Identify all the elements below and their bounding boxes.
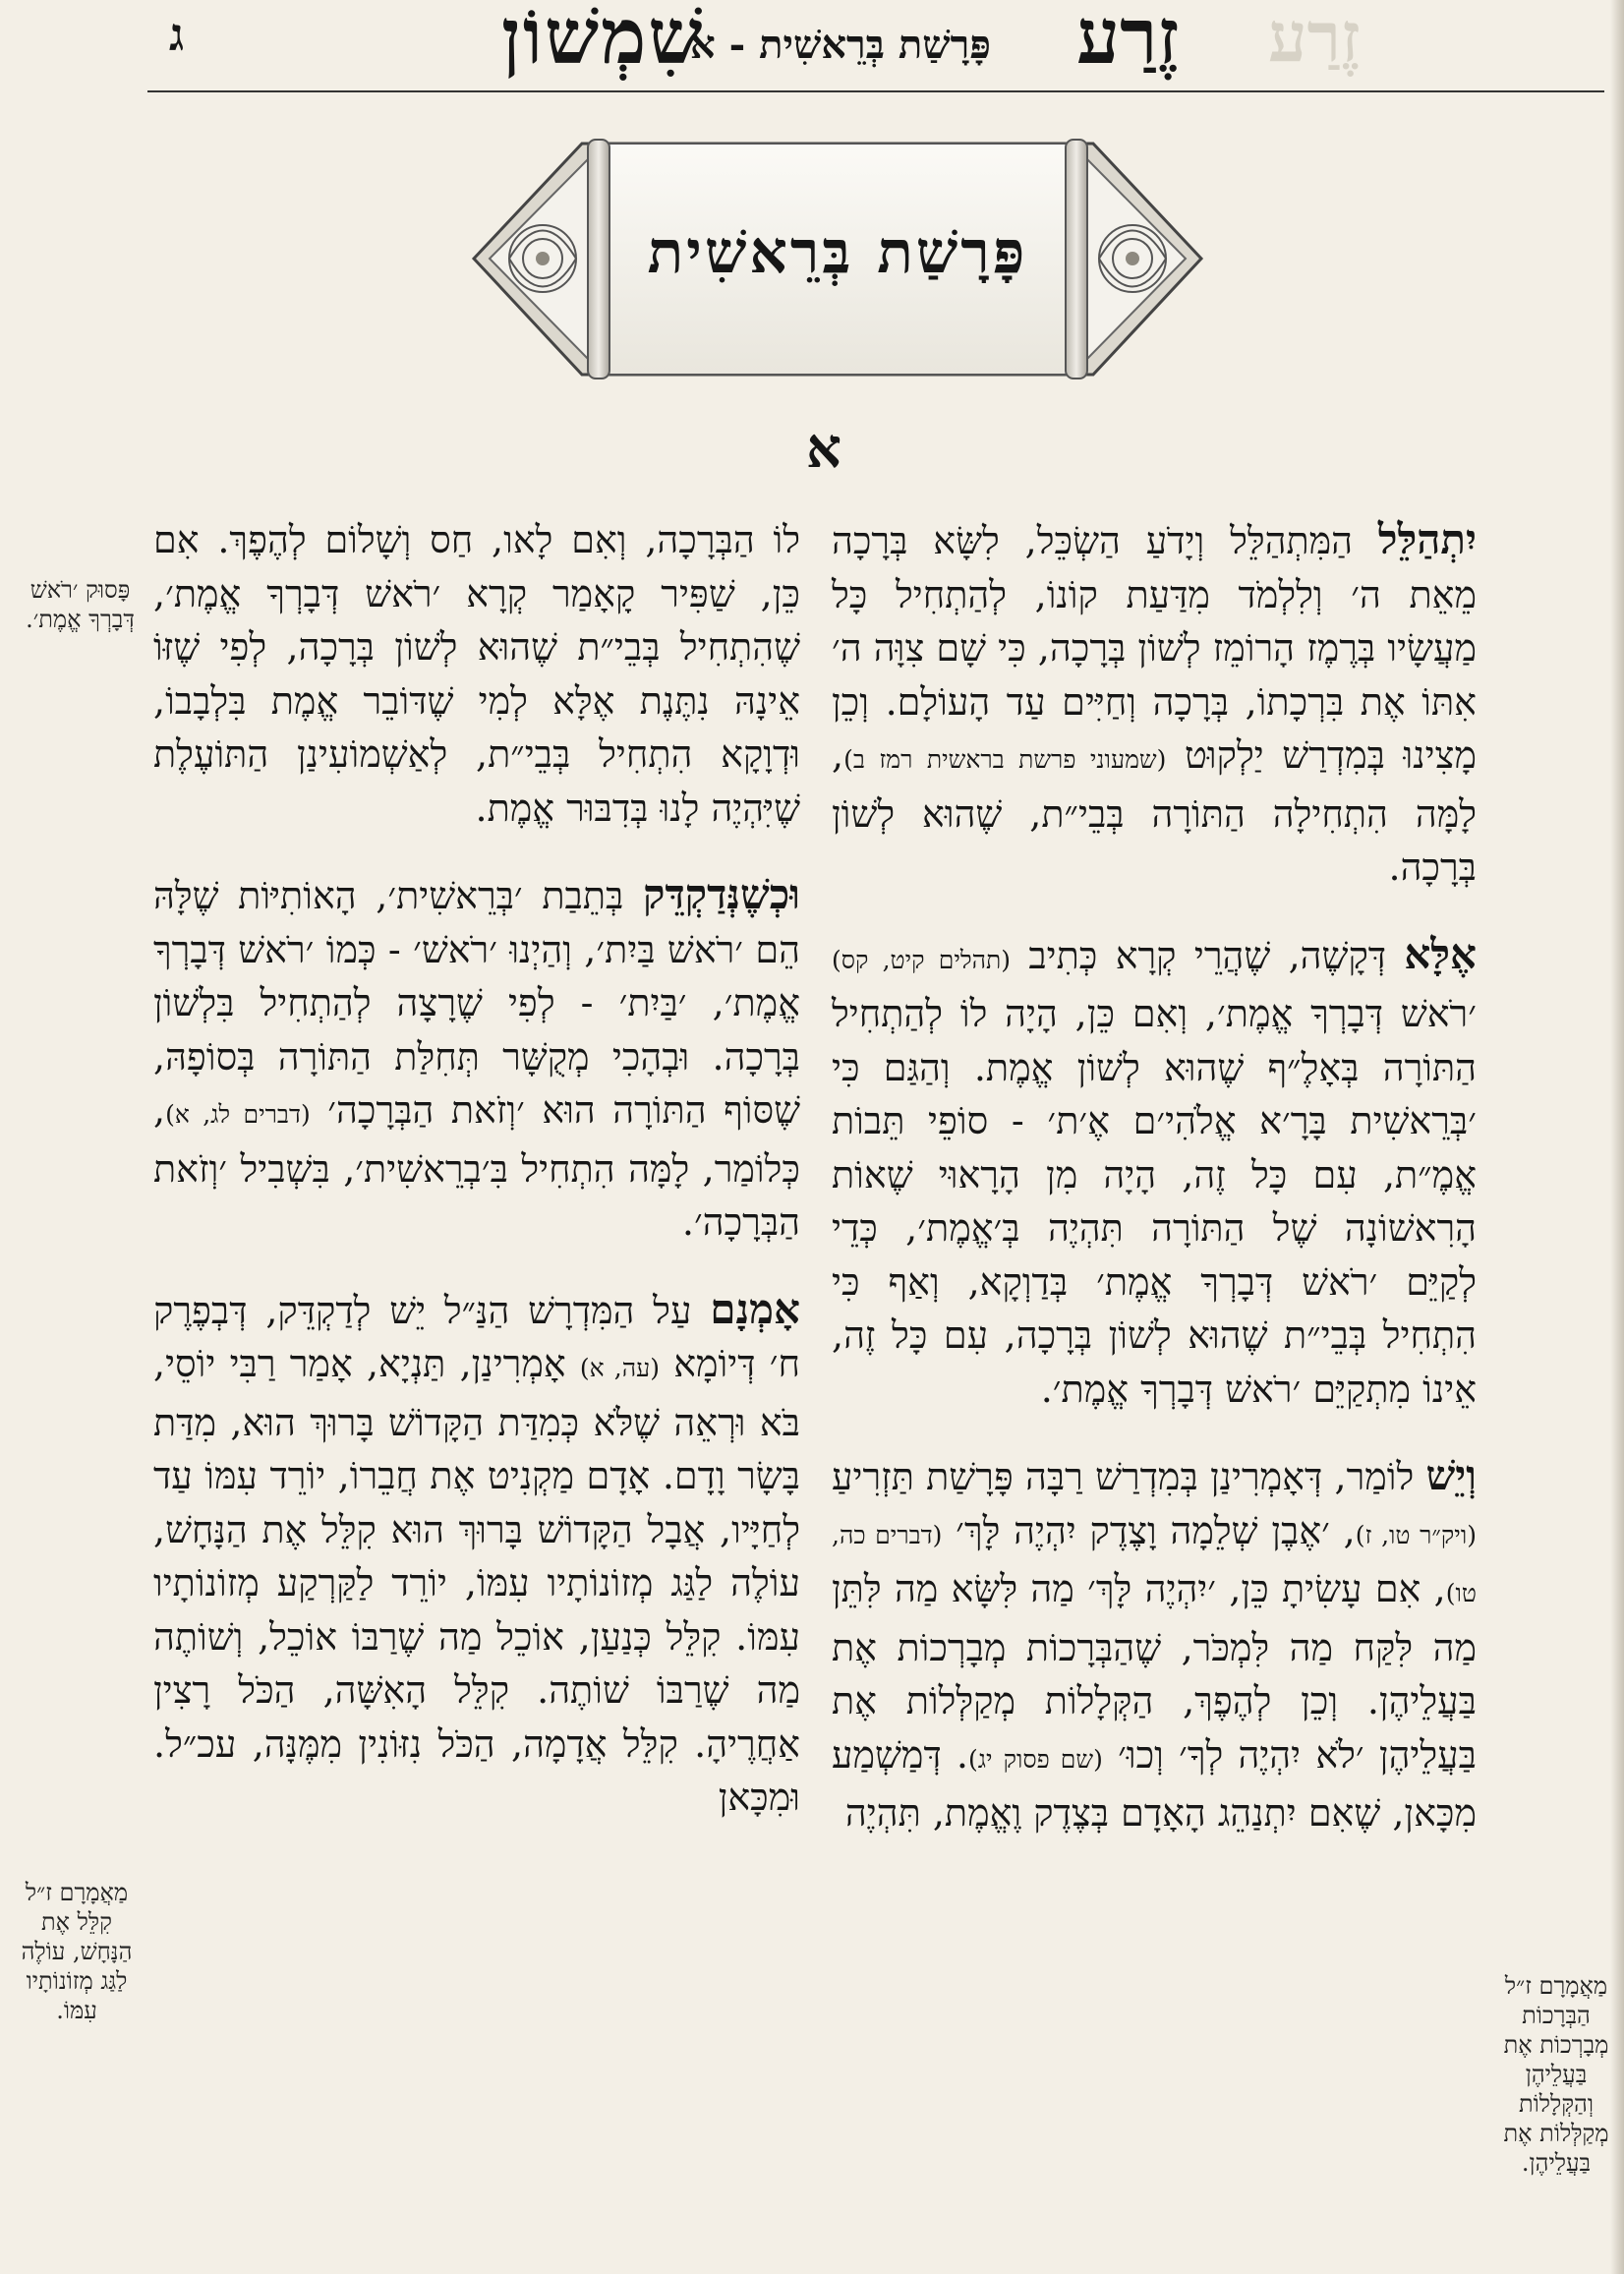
source-citation: (דברים לג, א)	[165, 1100, 311, 1129]
body-text: , ׳אֶבֶן שְׁלֵמָה וָצֶדֶק יִהְיֶה לָּךְ׳	[942, 1508, 1356, 1552]
banner-title: פָּרָשַׁת בְּרֵאשִׁית	[647, 218, 1028, 287]
paragraph	[832, 928, 1477, 1417]
margin-note: מַאֲמָרָם ז״ל קִלֵּל אֶת הַנָּחָשׁ, עוֹלֶה לַגַּג מְזוֹנוֹתָיו עִמּוֹ.	[21, 1879, 133, 2024]
lead-word: אֶלָּא	[1404, 929, 1477, 978]
body-text: , לָמָּה הִתְחִילָה הַתּוֹרָה בְּבֵי״ת, שֶׁהוּא לְשׁוֹן בְּרָכָה.	[832, 733, 1477, 889]
body-text: דְּקָשֶׁה, שֶׁהֲרֵי קְרָא כְּתִיב	[1011, 933, 1405, 977]
body-text: . דְּמַשְׁמַע מִכָּאן, שֶׁאִם יִתְנַהֵג הָאָדָם בְּצֶדֶק וֶאֱמֶת, תִּהְיֶה	[832, 1732, 1477, 1835]
body-text: לוֹמַר, דְּאָמְרִינַן בְּמִדְרַשׁ רַבָּה פָּרָשַׁת תַּזְרִיעַ	[832, 1455, 1426, 1498]
header-bleed-through: זֶרַע	[1268, 0, 1361, 78]
body-text: , כְּלוֹמַר, לָמָּה הִתְחִיל בִּ׳בְרֵאשִׁית׳, בִּשְׁבִיל ׳וְזֹאת הַבְּרָכָה׳.	[153, 1088, 800, 1244]
right-column	[832, 513, 1477, 1840]
body-text: הַמִּתְהַלֵּל וְיָדֹעַ הַשְׂכֵּל, לִשָּׂא בְּרָכָה מֵאֵת ה׳ וְלִלְמֹד מִדַּעַת קוֹנוֹ, לְהַתְחִיל כָּל מַעֲשָׂיו בְּרֶמֶז הָרוֹמֵז לְשׁוֹן בְּרָכָה, כִּי שָׁם צִוָּה ה׳ אִתּוֹ אֶת בִּרְכָתוֹ, בְּרָכָה וְחַיִּים עַד הָעוֹלָם. וְכֵן מָצִינוּ בְּמִדְרַשׁ יַלְקוּט	[832, 519, 1477, 777]
body-text: עַל הַמִּדְרָשׁ הַנַּ״ל יֵשׁ לְדַקְדֵּק, דְּבְפֶרֶק ח׳ דְּיוֹמָא	[153, 1288, 801, 1385]
lead-word: אָמְנָם	[710, 1284, 800, 1333]
source-citation: (שם פסוק יג)	[968, 1744, 1103, 1774]
header-book-title-right: זֶרַע	[1076, 0, 1180, 82]
lead-word: יִתְהַלֵּל	[1377, 515, 1477, 563]
lead-word: וּכְשֶׁנְּדַקְדֵּק	[642, 870, 800, 918]
source-citation: (ויק״ר טו, ז)	[1355, 1520, 1477, 1549]
margin-note: מַאֲמָרָם ז״ל הַבְּרָכוֹת מְבָרְכוֹת אֶת בַּעֲלֵיהֶן וְהַקְּלָלוֹת מְקַלְּלוֹת אֶת בַּעֲלֵיהֶן.	[1503, 1972, 1609, 2177]
paragraph	[153, 868, 800, 1250]
header-parasha: פָּרָשַׁת בְּרֵאשִׁית - א	[690, 22, 991, 68]
body-text: בְּתֵבַת ׳בְּרֵאשִׁית׳, הָאוֹתִיּוֹת שֶׁלָּהּ הֵם ׳רֹאשׁ בַּיִת׳, וְהַיְנוּ ׳רֹאשׁ׳ - כְּמוֹ ׳רֹאשׁ דְּבָרְךָ אֱמֶת׳, ׳בַּיִת׳ - לְפִי שֶׁרָצָה לְהַתְחִיל בִּלְשׁוֹן בְּרָכָה. וּבְהָכִי מְקֻשָּׁר תְּחִלַּת הַתּוֹרָה בְּסוֹפָהּ, שֶׁסּוֹף הַתּוֹרָה הוּא ׳וְזֹאת הַבְּרָכָה׳	[153, 874, 801, 1132]
header-rule	[147, 90, 1604, 92]
source-citation: (דברים כה, טו)	[832, 1520, 1477, 1607]
section-mark: א	[806, 416, 841, 481]
body-text: אָמְרִינַן, תַּנְיָא, אָמַר רַבִּי יוֹסֵי, בֹּא וּרְאֵה שֶׁלֹּא כְּמִדַּת הַקָּדוֹשׁ בָּרוּךְ הוּא, מִדַּת בָּשָׂר וָדָם. אָדָם מַקְנִיט אֶת חֲבֵרוֹ, יוֹרֵד עִמּוֹ עַד לְחַיָּיו, אֲבָל הַקָּדוֹשׁ בָּרוּךְ הוּא קִלֵּל אֶת הַנָּחָשׁ, עוֹלֶה לַגַּג מְזוֹנוֹתָיו עִמּוֹ, יוֹרֵד לַקַּרְקַע מְזוֹנוֹתָיו עִמּוֹ. קִלֵּל כְּנַעַן, אוֹכֵל מַה שֶׁרַבּוֹ אוֹכֵל, וְשׁוֹתֶה מַה שֶׁרַבּוֹ שׁוֹתֶה. קִלֵּל הָאִשָּׁה, הַכֹּל רָצִין אַחֲרֶיהָ. קִלֵּל אֲדָמָה, הַכֹּל נִזּוֹנִין מִמֶּנָּה, עכ״ל. וּמִכָּאן	[153, 1342, 800, 1819]
header-book-title-left: שִׁמְשׁוֹן	[501, 0, 705, 82]
left-column	[153, 513, 800, 1825]
page-edge-shadow	[1610, 0, 1624, 2274]
source-citation: (עה, א)	[579, 1354, 660, 1382]
title-banner	[464, 124, 1211, 394]
body-text: ׳רֹאשׁ דְּבָרְךָ אֱמֶת׳, וְאִם כֵּן, הָיָה לוֹ לְהַתְחִיל הַתּוֹרָה בְּאָלֶ״ף שֶׁהוּא לְשׁוֹן אֱמֶת. וְהַגַּם כִּי ׳בְּרֵאשִׁית בָּרָ׳א אֱלֹהִי׳ם אֶ׳ת׳ - סוֹפֵי תֵּבוֹת אֱמֶ״ת, עִם כָּל זֶה, הָיָה מִן הָרָאוּי שֶׁאוֹת הָרִאשׁוֹנָה שֶׁל הַתּוֹרָה תִּהְיֶה בְּ׳אֱמֶת׳, כְּדֵי לְקַיֵּם ׳רֹאשׁ דְּבָרְךָ אֱמֶת׳ בְּדַוְקָא, וְאַף כִּי הִתְחִיל בְּבֵי״ת שֶׁהוּא לְשׁוֹן בְּרָכָה, עִם כָּל זֶה, אֵינוֹ מִתְקַיֵּם ׳רֹאשׁ דְּבָרְךָ אֱמֶת׳.	[832, 992, 1477, 1411]
body-text: , אִם עָשִׂיתָ כֵּן, ׳יִהְיֶה לָּךְ׳ מַה לִּשָּׂא מַה לִּתֵּן מַה לִּקַּח מַה לִּמְכֹּר, שֶׁהַבְּרָכוֹת מְבָרְכוֹת אֶת בַּעֲלֵיהֶן. וְכֵן לְהֶפֶךְ, הַקְּלָלוֹת מְקַלְּלוֹת אֶת בַּעֲלֵיהֶן ׳לֹא יִהְיֶה לְךָ׳ וְכוּ׳	[832, 1567, 1477, 1777]
margin-note: פָּסוּק ׳רֹאשׁ דְּבָרְךָ אֱמֶת׳.	[26, 576, 135, 633]
paragraph	[832, 513, 1477, 895]
source-citation: (שמעוני פרשת בראשית רמז ב)	[843, 745, 1167, 774]
lead-word: וְיֵשׁ	[1425, 1451, 1477, 1499]
source-citation: (תהלים קיט, קס)	[832, 945, 1011, 974]
page-number: ג	[169, 8, 185, 61]
paragraph	[153, 513, 800, 835]
paragraph	[832, 1449, 1477, 1840]
body-text: לוֹ הַבְּרָכָה, וְאִם לָאו, חַס וְשָׁלוֹם לְהֶפֶךְ. אִם כֵּן, שַׁפִּיר קָאָמַר קְרָא ׳רֹאשׁ דְּבָרְךָ אֱמֶת׳, שֶׁהִתְחִיל בְּבֵי״ת שֶׁהוּא לְשׁוֹן בְּרָכָה, לְפִי שֶׁזּוֹ אֵינָהּ נִתֶּנֶת אֶלָּא לְמִי שֶׁדּוֹבֵר אֱמֶת בִּלְבָבוֹ, וּדְוָקָא הִתְחִיל בְּבֵי״ת, לְאַשְׁמוֹעִינַן הַתּוֹעֶלֶת שֶׁיִּהְיֶה לָנוּ בְּדִבּוּר אֱמֶת.	[153, 518, 800, 830]
paragraph	[153, 1283, 800, 1825]
